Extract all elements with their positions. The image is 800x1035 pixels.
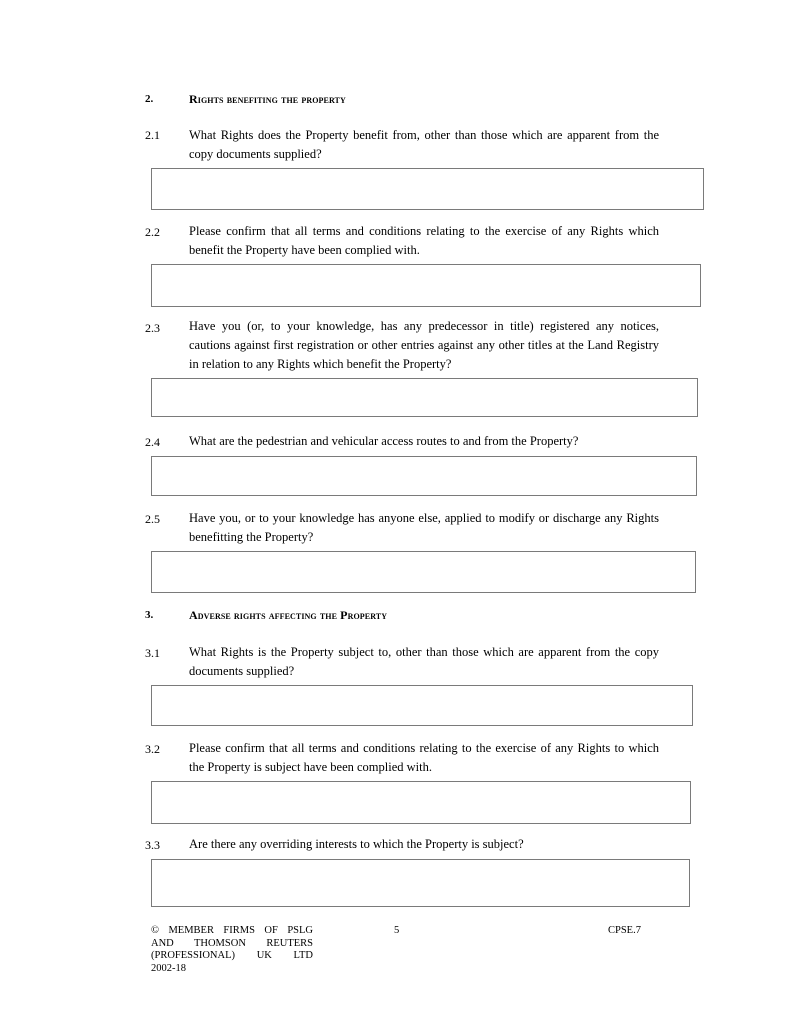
question-text: Please confirm that all terms and conditions relating to the exercise of any Rights which benefit the Property have been complied with. xyxy=(189,224,659,257)
answer-box-2-1[interactable] xyxy=(151,168,704,210)
question-number: 2.1 xyxy=(145,128,160,142)
question-number: 2.3 xyxy=(145,321,160,335)
answer-box-2-3[interactable] xyxy=(151,378,698,417)
copyright-line: AND THOMSON REUTERS xyxy=(151,937,313,949)
section-3-number: 3. xyxy=(145,609,154,621)
copyright-line: (PROFESSIONAL) UK LTD xyxy=(151,950,313,961)
copyright-notice xyxy=(151,925,313,975)
question-text: Please confirm that all terms and conditions relating to the exercise of any Rights to which the Property is subject have been complied with. xyxy=(189,741,659,774)
question-number: 2.5 xyxy=(145,512,160,526)
answer-box-2-4[interactable] xyxy=(151,456,697,496)
answer-box-3-3[interactable] xyxy=(151,859,690,907)
answer-box-2-2[interactable] xyxy=(151,264,701,307)
question-number: 2.4 xyxy=(145,435,160,449)
section-2-number: 2. xyxy=(145,93,154,105)
section-3-title: Adverse rights affecting the Property xyxy=(189,608,388,622)
section-2-title: Rights benefiting the property xyxy=(189,92,346,106)
question-text: Have you, or to your knowledge has anyone else, applied to modify or discharge any Rights benefitting the Property? xyxy=(189,511,659,544)
question-text: What are the pedestrian and vehicular access routes to and from the Property? xyxy=(189,434,579,448)
question-number: 2.2 xyxy=(145,225,160,239)
answer-box-3-2[interactable] xyxy=(151,781,691,824)
copyright-line: 2002-18 xyxy=(151,962,186,974)
question-text: Have you (or, to your knowledge, has any predecessor in title) registered any notices, cautions against first registration or other entries against any other titles at the Land Registry in relation to any Rights which benefit the Property? xyxy=(189,319,659,371)
question-text: What Rights is the Property subject to, other than those which are apparent from the copy documents supplied? xyxy=(189,645,659,678)
question-number: 3.3 xyxy=(145,838,160,852)
copyright-line: © MEMBER FIRMS OF PSLG xyxy=(151,925,313,936)
question-text: What Rights does the Property benefit from, other than those which are apparent from the copy documents supplied? xyxy=(189,128,659,161)
question-number: 3.2 xyxy=(145,742,160,756)
question-text: Are there any overriding interests to which the Property is subject? xyxy=(189,837,524,851)
answer-box-2-5[interactable] xyxy=(151,551,696,593)
answer-box-3-1[interactable] xyxy=(151,685,693,726)
question-number: 3.1 xyxy=(145,646,160,660)
page-number: 5 xyxy=(394,925,400,936)
form-code: CPSE.7 xyxy=(608,925,641,936)
